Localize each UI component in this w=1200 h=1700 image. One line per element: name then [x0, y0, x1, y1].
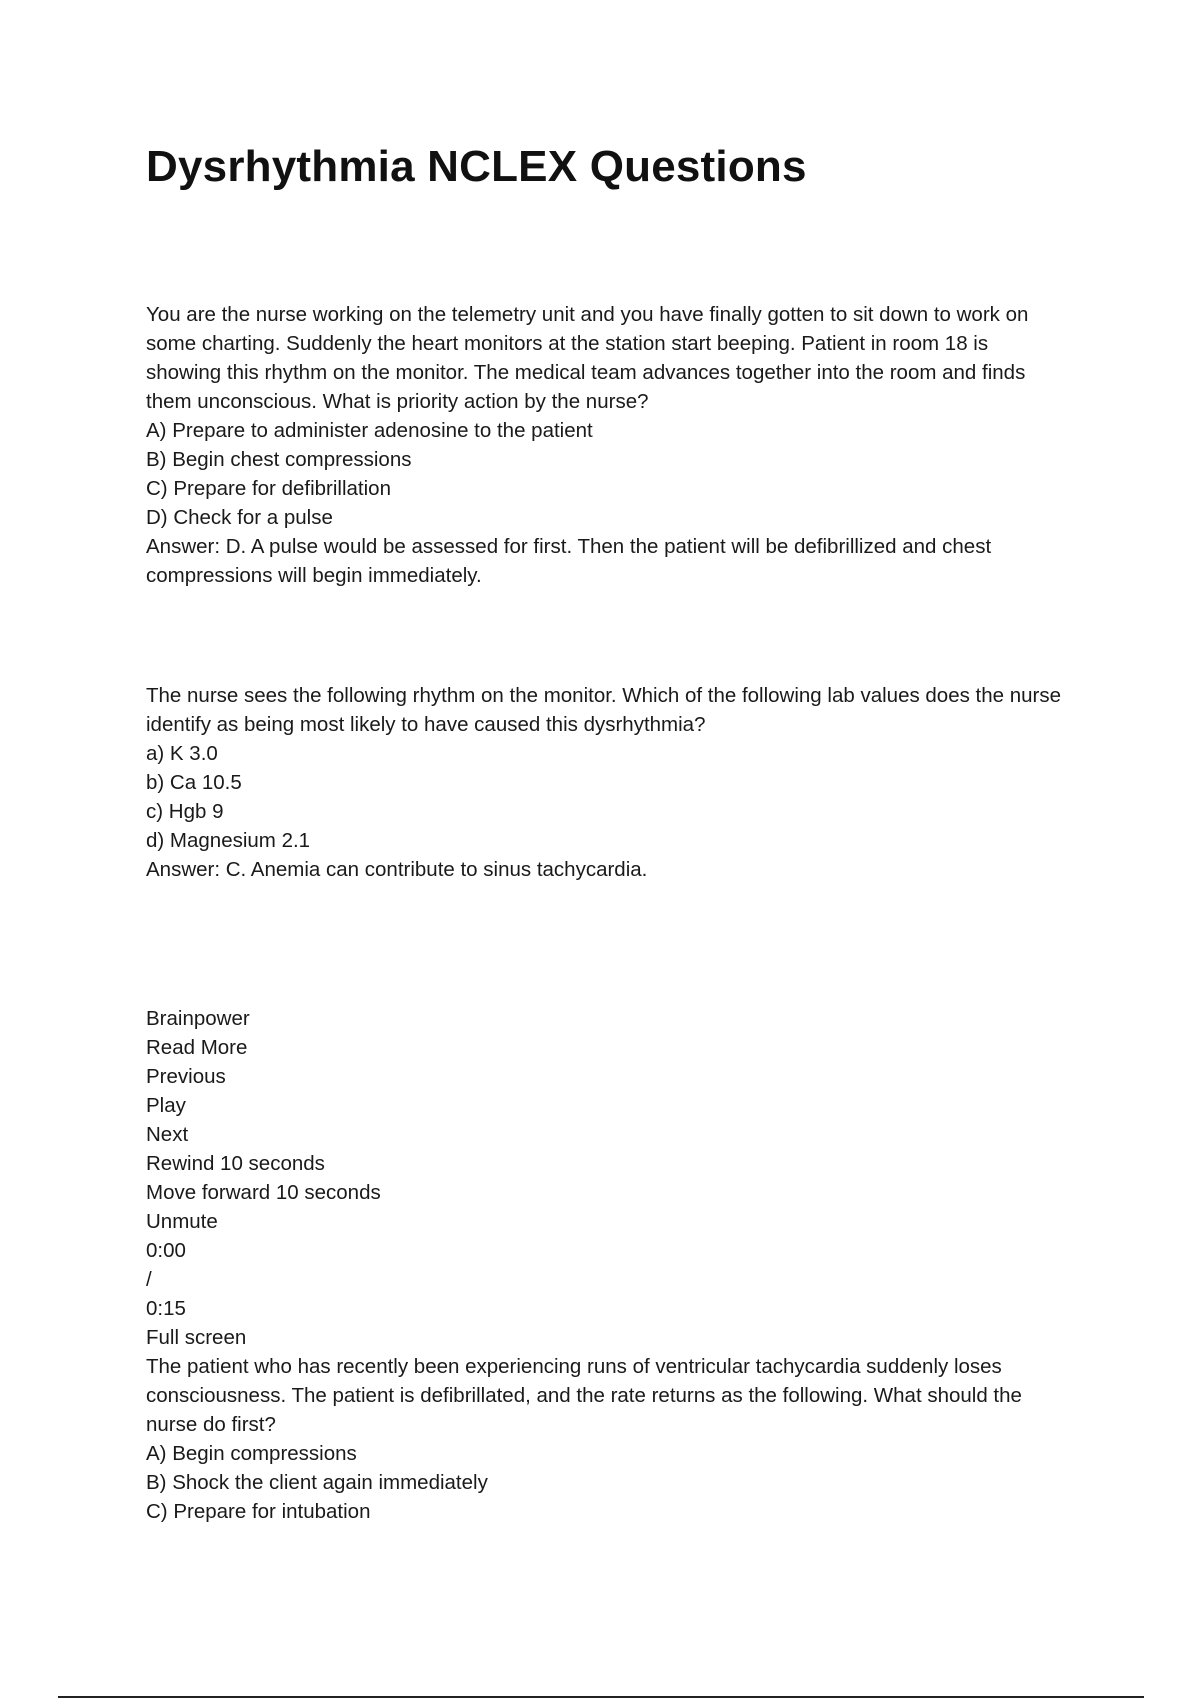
forward-button[interactable]: Move forward 10 seconds [146, 1181, 381, 1204]
question-1-answer: Answer: D. A pulse would be assessed for first. Then the patient will be defibrillized and chest compressions will begin immediately. [146, 535, 992, 587]
question-3-stem: The patient who has recently been experiencing runs of ventricular tachycardia suddenly loses consciousness. The patient is defibrillated, and the rate returns as the following. What should the nurse do first? [146, 1355, 1022, 1436]
question-3-option-b: B) Shock the client again immediately [146, 1471, 488, 1494]
page-title: Dysrhythmia NCLEX Questions [146, 142, 807, 191]
question-1-option-c: C) Prepare for defibrillation [146, 477, 391, 500]
question-2 [146, 681, 1066, 884]
full-screen-button[interactable]: Full screen [146, 1326, 247, 1349]
play-button[interactable]: Play [146, 1094, 186, 1117]
rewind-button[interactable]: Rewind 10 seconds [146, 1152, 325, 1175]
question-1-option-a: A) Prepare to administer adenosine to the patient [146, 419, 593, 442]
unmute-button[interactable]: Unmute [146, 1210, 218, 1233]
video-player-text [146, 1004, 1066, 1526]
question-2-option-b: b) Ca 10.5 [146, 771, 242, 794]
time-separator: / [146, 1268, 152, 1291]
question-2-option-a: a) K 3.0 [146, 742, 218, 765]
question-2-option-d: d) Magnesium 2.1 [146, 829, 311, 852]
question-2-answer: Answer: C. Anemia can contribute to sinus tachycardia. [146, 858, 648, 881]
duration: 0:15 [146, 1297, 186, 1320]
question-3-option-a: A) Begin compressions [146, 1442, 357, 1465]
question-3-option-c: C) Prepare for intubation [146, 1500, 371, 1523]
current-time: 0:00 [146, 1239, 186, 1262]
next-button[interactable]: Next [146, 1123, 189, 1146]
question-2-stem: The nurse sees the following rhythm on the monitor. Which of the following lab values does the nurse identify as being most likely to have caused this dysrhythmia? [146, 684, 1062, 736]
question-1-stem: You are the nurse working on the telemetry unit and you have finally gotten to sit down to work on some charting. Suddenly the heart monitors at the station start beeping. Patient in room 18 is showing this rhythm on the monitor. The medical team advances together into the room and finds them unconscious. What is priority action by the nurse? [146, 303, 1029, 413]
question-1 [146, 300, 1066, 590]
read-more-link[interactable]: Read More [146, 1036, 248, 1059]
previous-button[interactable]: Previous [146, 1065, 226, 1088]
question-1-option-d: D) Check for a pulse [146, 506, 333, 529]
bottom-divider [58, 1696, 1144, 1698]
question-2-option-c: c) Hgb 9 [146, 800, 224, 823]
question-1-option-b: B) Begin chest compressions [146, 448, 412, 471]
player-brand-label: Brainpower [146, 1007, 250, 1030]
